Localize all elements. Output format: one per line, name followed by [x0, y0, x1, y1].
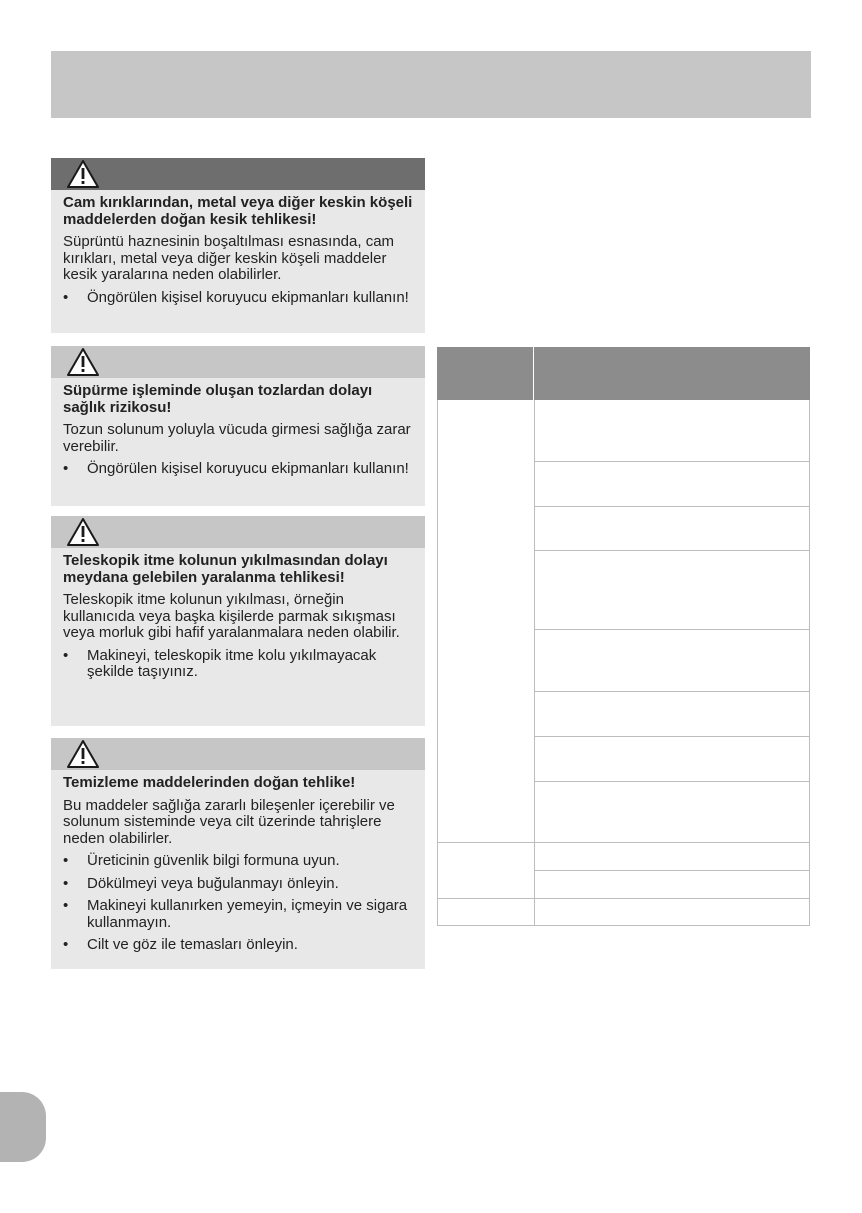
list-item: • Makineyi, teleskopik itme kolu yıkılmayacak şekilde taşıyınız.: [63, 648, 415, 681]
warning-text: Süprüntü haznesinin boşaltılması esnasında, cam kırıkları, metal veya diğer keskin köşeli maddeler kesik yaralarına neden olabilirler.: [63, 233, 395, 283]
list-item: • Öngörülen kişisel koruyucu ekipmanları kullanın!: [63, 290, 415, 307]
warning-title: Cam kırıklarından, metal veya diğer keskin köşeli maddelerden doğan kesik tehlikesi!: [63, 194, 413, 228]
page-edge-tab: [0, 1092, 46, 1162]
table-header: [437, 347, 810, 400]
warning-title: Teleskopik itme kolunun yıkılmasından dolayı meydana gelebilen yaralanma tehlikesi!: [63, 552, 388, 586]
list-item: • Öngörülen kişisel koruyucu ekipmanları kullanın!: [63, 461, 415, 478]
section-header-bar: [51, 51, 811, 118]
warning-list: [63, 290, 415, 307]
empty-table: [437, 347, 810, 926]
list-item: • Cilt ve göz ile temasları önleyin.: [63, 937, 415, 954]
warning-text: Tozun solunum yoluyla vücuda girmesi sağlığa zarar verebilir.: [63, 421, 411, 455]
warning-box-header: [51, 738, 425, 770]
table-row-divider: [535, 781, 809, 782]
table-row-divider: [535, 506, 809, 507]
warning-title: Temizleme maddelerinden doğan tehlike!: [63, 774, 356, 791]
warning-box-header: [51, 346, 425, 378]
table-group-divider: [438, 842, 809, 843]
warning-list: [63, 853, 415, 954]
warning-box-header: [51, 158, 425, 190]
table-row-divider: [535, 629, 809, 630]
list-item: • Üreticinin güvenlik bilgi formuna uyun.: [63, 853, 415, 870]
list-item: • Makineyi kullanırken yemeyin, içmeyin ve sigara kullanmayın.: [63, 898, 415, 931]
list-item: • Dökülmeyi veya buğulanmayı önleyin.: [63, 876, 415, 893]
warning-list: [63, 648, 415, 681]
warning-text: Bu maddeler sağlığa zararlı bileşenler içerebilir ve solunum sisteminde veya cilt üzerinde tahrişlere neden olabilirler.: [63, 796, 395, 847]
table-header-divider: [533, 347, 534, 400]
table-column-divider: [534, 400, 535, 925]
table-row-divider: [535, 550, 809, 551]
warning-box-dust-hazard: [51, 346, 425, 506]
warning-box-telescopic-hazard: [51, 516, 425, 726]
table-row-divider: [535, 691, 809, 692]
table-group-divider: [438, 898, 809, 899]
table-row-divider: [535, 870, 809, 871]
warning-triangle-icon: [66, 347, 100, 377]
warning-text: Teleskopik itme kolunun yıkılması, örneğin kullanıcıda veya başka kişilerde parmak sıkışması veya morluk gibi hafif yaralanmalara neden olabilir.: [63, 591, 400, 641]
warning-triangle-icon: [66, 159, 100, 189]
warning-triangle-icon: [66, 739, 100, 769]
warning-box-cleaning-agent-hazard: [51, 738, 425, 969]
warning-list: [63, 461, 415, 478]
warning-title: Süpürme işleminde oluşan tozlardan dolayı sağlık rizikosu!: [63, 382, 373, 416]
warning-triangle-icon: [66, 517, 100, 547]
warning-box-header: [51, 516, 425, 548]
warning-box-cut-hazard: [51, 158, 425, 333]
table-body: [437, 400, 810, 926]
table-row-divider: [535, 736, 809, 737]
table-row-divider: [535, 461, 809, 462]
